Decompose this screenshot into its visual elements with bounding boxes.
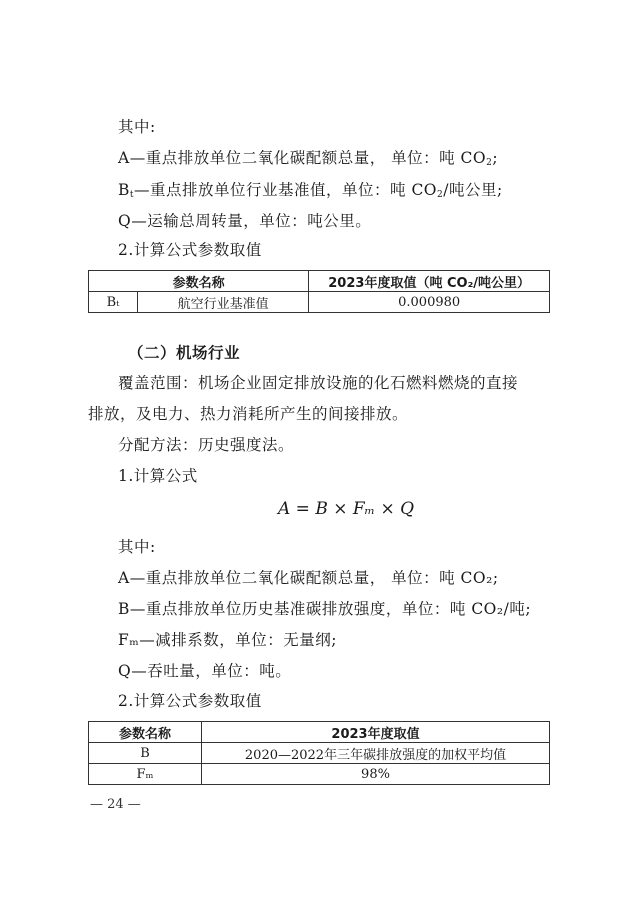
page-number: — 24 — <box>90 797 141 812</box>
header-value: 2023年度取值 <box>202 722 550 743</box>
param-name: Fₘ <box>89 764 202 785</box>
param-table-aviation <box>88 270 550 313</box>
where-label: 其中: <box>118 118 156 136</box>
definition-q: Q—吞吐量，单位：吨。 <box>118 662 292 680</box>
param-name: 航空行业基准值 <box>138 292 309 313</box>
header-value: 2023年度取值（吨 CO₂/吨公里） <box>309 271 550 292</box>
table-row <box>89 292 550 313</box>
definition-a: A—重点排放单位二氧化碳配额总量， 单位：吨 $CO_2$; <box>118 149 499 168</box>
header-param-name: 参数名称 <box>89 722 202 743</box>
param-value: 2020—2022年三年碳排放强度的加权平均值 <box>202 743 550 764</box>
param-heading: 2.计算公式参数取值 <box>118 241 262 259</box>
section-title: （二）机场行业 <box>128 344 241 362</box>
header-param-name: 参数名称 <box>89 271 309 292</box>
definition-fm: Fₘ—减排系数，单位：无量纲; <box>118 631 337 649</box>
param-table-airport <box>88 721 550 785</box>
formula: A = B × Fₘ × Q <box>278 499 415 519</box>
allocation-method: 分配方法：历史强度法。 <box>118 436 295 454</box>
coverage-line-1: 覆盖范围：机场企业固定排放设施的化石燃料燃烧的直接 <box>118 374 519 392</box>
param-value: 98% <box>202 764 550 785</box>
table-header-row <box>89 722 550 743</box>
where-label: 其中: <box>118 538 156 556</box>
table-row <box>89 764 550 785</box>
param-heading: 2.计算公式参数取值 <box>118 692 262 710</box>
definition-q: Q—运输总周转量，单位：吨公里。 <box>118 212 372 230</box>
definition-b: B—重点排放单位历史基准碳排放强度，单位：吨 CO₂/吨; <box>118 600 532 618</box>
definition-bt: $B_t—$重点排放单位行业基准值，单位：吨 $CO_2/$吨公里; <box>118 181 503 200</box>
param-value: 0.000980 <box>309 292 550 313</box>
param-symbol: Bₜ <box>89 292 138 313</box>
coverage-line-2: 排放，及电力、热力消耗所产生的间接排放。 <box>88 405 409 423</box>
param-name: B <box>89 743 202 764</box>
formula-heading: 1.计算公式 <box>118 467 198 485</box>
table-header-row <box>89 271 550 292</box>
definition-a: A—重点排放单位二氧化碳配额总量， 单位：吨 CO₂; <box>118 569 499 587</box>
table-row <box>89 743 550 764</box>
